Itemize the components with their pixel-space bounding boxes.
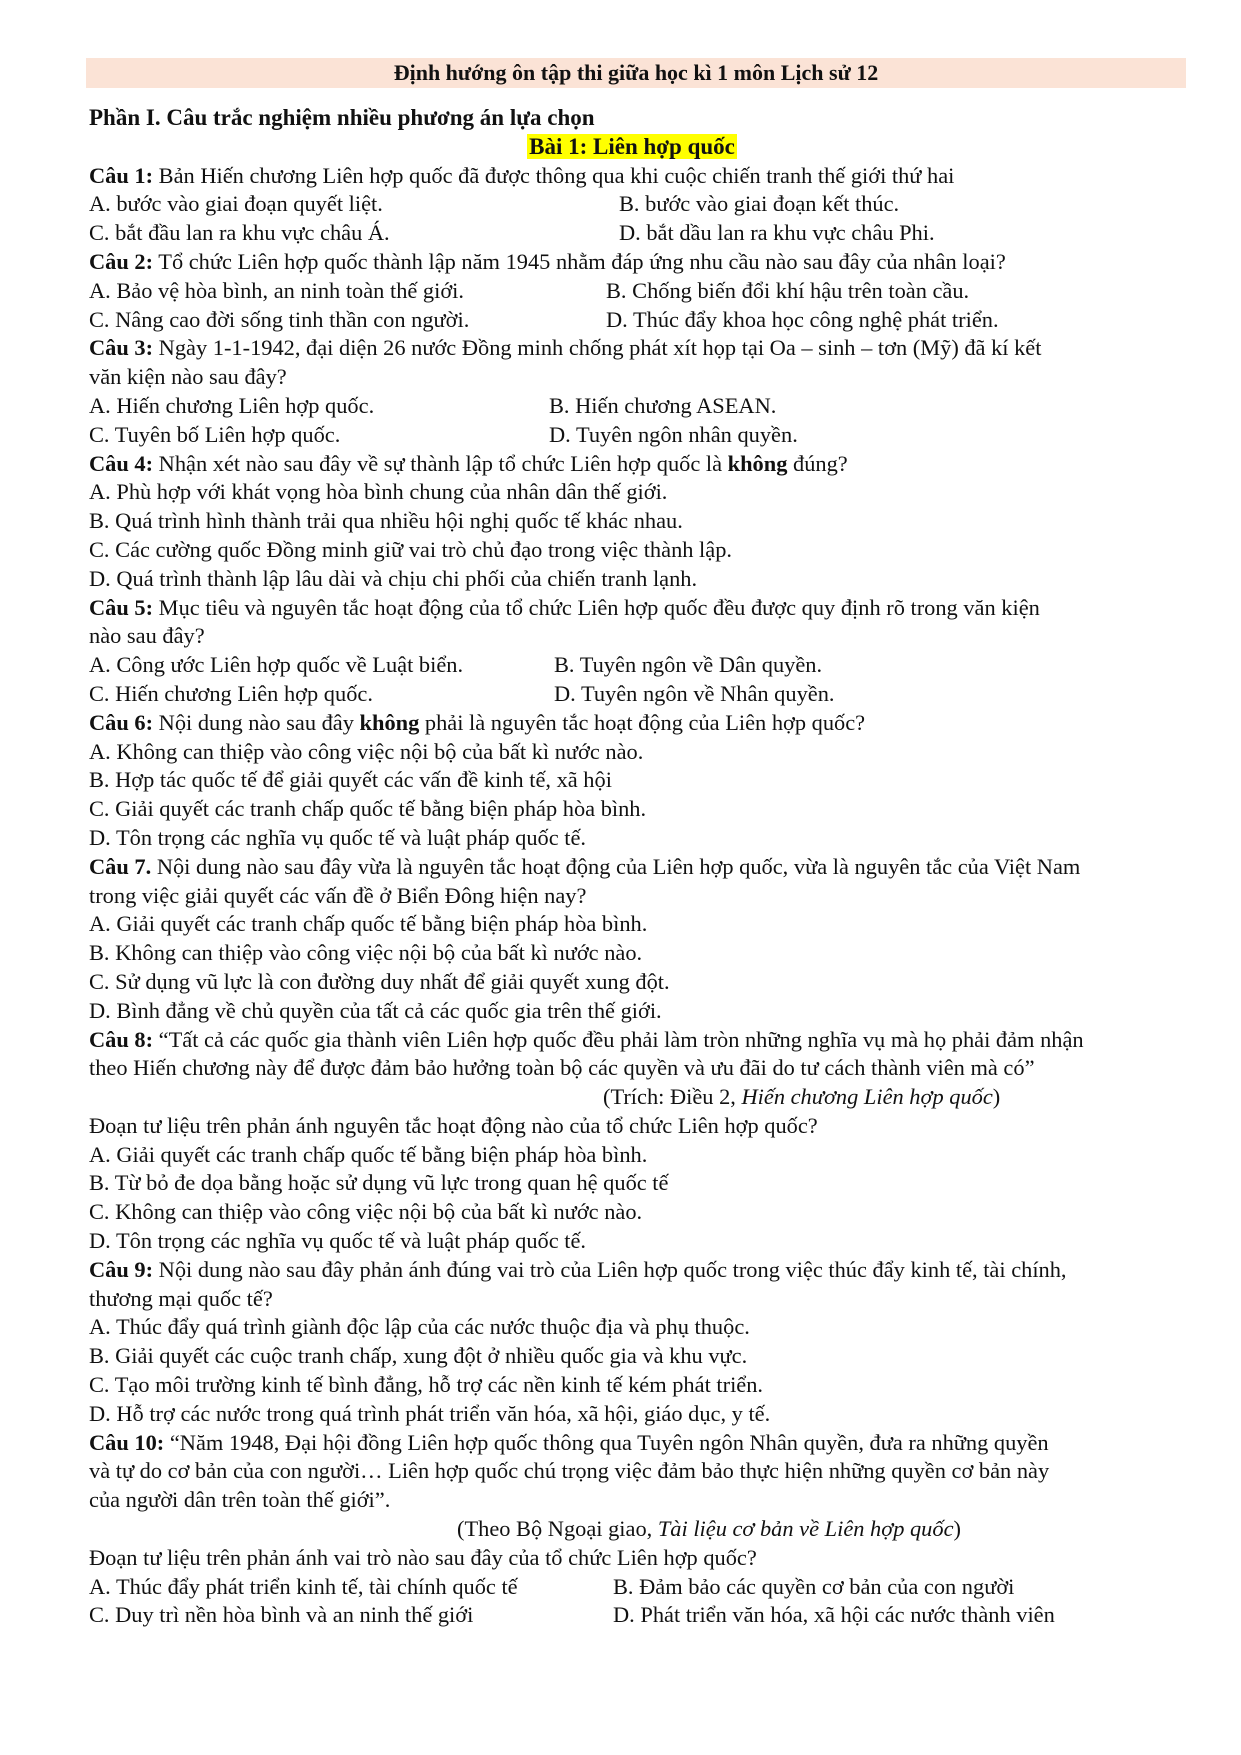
option-b: B. Hợp tác quốc tế để giải quyết các vấn đề kinh tế, xã hội bbox=[89, 767, 612, 793]
lesson-heading: Bài 1: Liên hợp quốc bbox=[529, 133, 735, 159]
option-c: C. Duy trì nền hòa bình và an ninh thế giới bbox=[89, 1602, 474, 1628]
emphasis-not: không bbox=[359, 709, 420, 735]
source-suffix: ) bbox=[953, 1516, 961, 1542]
option-d: D. bắt dầu lan ra khu vực châu Phi. bbox=[619, 220, 935, 246]
option-a: A. Giải quyết các tranh chấp quốc tế bằng biện pháp hòa bình. bbox=[89, 911, 648, 937]
option-b: B. Không can thiệp vào công việc nội bộ của bất kì nước nào. bbox=[89, 940, 643, 966]
question-text: Nhận xét nào sau đây về sự thành lập tổ chức Liên hợp quốc là bbox=[153, 450, 728, 476]
question-text: “Tất cả các quốc gia thành viên Liên hợp quốc đều phải làm tròn những nghĩa vụ mà họ phải đảm nhận bbox=[153, 1026, 1084, 1052]
question-text: Mục tiêu và nguyên tắc hoạt động của tổ chức Liên hợp quốc đều được quy định rõ trong văn kiện bbox=[153, 594, 1040, 620]
question-text: “Năm 1948, Đại hội đồng Liên hợp quốc thông qua Tuyên ngôn Nhân quyền, đưa ra những quyền bbox=[164, 1429, 1049, 1455]
question-5-stem bbox=[89, 594, 1189, 623]
option-d: D. Hỗ trợ các nước trong quá trình phát triển văn hóa, xã hội, giáo dục, y tế. bbox=[89, 1400, 771, 1426]
question-label: Câu 3: bbox=[89, 335, 154, 361]
question-10-stem-continued: và tự do cơ bản của con người… Liên hợp quốc chú trọng việc đảm bảo thực hiện những quyền cơ bản này bbox=[89, 1458, 1050, 1484]
option-b: B. bước vào giai đoạn kết thúc. bbox=[619, 191, 900, 217]
source-prefix: (Theo Bộ Ngoại giao, bbox=[457, 1516, 658, 1542]
question-2-stem bbox=[89, 248, 1189, 277]
question-label: Câu 8: bbox=[89, 1026, 154, 1052]
question-text: Nội dung nào sau đây phản ánh đúng vai trò của Liên hợp quốc trong việc thúc đẩy kinh tế, tài chính, bbox=[153, 1256, 1067, 1282]
question-9-stem bbox=[89, 1256, 1189, 1285]
question-3-stem-continued: văn kiện nào sau đây? bbox=[89, 364, 287, 390]
question-label: Câu 10: bbox=[89, 1429, 165, 1455]
option-d: D. Tuyên ngôn về Nhân quyền. bbox=[554, 680, 835, 706]
question-3-options-row-2 bbox=[89, 421, 1189, 450]
option-a: A. Công ước Liên hợp quốc về Luật biển. bbox=[89, 652, 464, 678]
question-text-end: phải là nguyên tắc hoạt động của Liên hợp quốc? bbox=[419, 709, 866, 735]
option-d: D. Tuyên ngôn nhân quyền. bbox=[549, 421, 798, 447]
question-5-options-row-1 bbox=[89, 651, 1189, 680]
question-text: Nội dung nào sau đây bbox=[153, 709, 360, 735]
question-label: Câu 2: bbox=[89, 248, 154, 274]
option-c: C. Giải quyết các tranh chấp quốc tế bằng biện pháp hòa bình. bbox=[89, 796, 647, 822]
option-d: D. Thúc đẩy khoa học công nghệ phát triển. bbox=[606, 306, 999, 332]
document-title-bar bbox=[86, 58, 1186, 88]
option-d: D. Phát triển văn hóa, xã hội các nước thành viên bbox=[613, 1602, 1055, 1628]
option-a: A. Thúc đẩy quá trình giành độc lập của các nước thuộc địa và phụ thuộc. bbox=[89, 1314, 750, 1340]
question-10-options-row-2 bbox=[89, 1601, 1189, 1630]
question-8-prompt: Đoạn tư liệu trên phản ánh nguyên tắc hoạt động nào của tổ chức Liên hợp quốc? bbox=[89, 1112, 818, 1138]
question-10-stem-continued-2: của người dân trên toàn thế giới”. bbox=[89, 1487, 391, 1513]
question-1-options-row-2 bbox=[89, 219, 1189, 248]
question-1-stem bbox=[89, 162, 1189, 191]
option-b: B. Quá trình hình thành trải qua nhiều hội nghị quốc tế khác nhau. bbox=[89, 508, 683, 534]
question-7-stem bbox=[89, 853, 1189, 882]
option-c: C. Sử dụng vũ lực là con đường duy nhất để giải quyết xung đột. bbox=[89, 968, 670, 994]
source-title: Hiến chương Liên hợp quốc bbox=[741, 1084, 993, 1110]
source-title: Tài liệu cơ bản về Liên hợp quốc bbox=[657, 1516, 954, 1542]
question-8-stem bbox=[89, 1026, 1189, 1055]
question-2-options-row-1 bbox=[89, 277, 1189, 306]
option-d: D. Bình đẳng về chủ quyền của tất cả các quốc gia trên thế giới. bbox=[89, 997, 662, 1023]
emphasis-not: không bbox=[727, 450, 788, 476]
option-a: A. Giải quyết các tranh chấp quốc tế bằng biện pháp hòa bình. bbox=[89, 1141, 648, 1167]
question-text: Nội dung nào sau đây vừa là nguyên tắc hoạt động của Liên hợp quốc, vừa là nguyên tắc của Việt Nam bbox=[151, 853, 1081, 879]
question-label: Câu 6: bbox=[89, 709, 154, 735]
document-content bbox=[89, 104, 1189, 1630]
option-b: B. Chống biến đổi khí hậu trên toàn cầu. bbox=[606, 277, 970, 303]
option-c: C. Tuyên bố Liên hợp quốc. bbox=[89, 421, 341, 447]
question-3-options-row-1 bbox=[89, 392, 1189, 421]
question-10-prompt: Đoạn tư liệu trên phản ánh vai trò nào sau đây của tổ chức Liên hợp quốc? bbox=[89, 1544, 757, 1570]
question-1-options-row-1 bbox=[89, 190, 1189, 219]
source-prefix: (Trích: Điều 2, bbox=[603, 1084, 742, 1110]
option-c: C. Tạo môi trường kinh tế bình đẳng, hỗ trợ các nền kinh tế kém phát triển. bbox=[89, 1372, 764, 1398]
question-text: Ngày 1-1-1942, đại diện 26 nước Đồng minh chống phát xít họp tại Oa – sinh – tơn (Mỹ) đã kí kết bbox=[153, 335, 1042, 361]
option-d: D. Quá trình thành lập lâu dài và chịu chi phối của chiến tranh lạnh. bbox=[89, 565, 698, 591]
question-label: Câu 9: bbox=[89, 1256, 154, 1282]
option-a: A. Hiến chương Liên hợp quốc. bbox=[89, 392, 375, 418]
question-5-options-row-2 bbox=[89, 680, 1189, 709]
question-5-stem-continued: nào sau đây? bbox=[89, 623, 205, 649]
question-9-stem-continued: thương mại quốc tế? bbox=[89, 1285, 273, 1311]
option-c: C. bắt đầu lan ra khu vực châu Á. bbox=[89, 220, 390, 246]
option-c: C. Nâng cao đời sống tinh thần con người. bbox=[89, 306, 470, 332]
option-b: B. Đảm bảo các quyền cơ bản của con người bbox=[613, 1573, 1015, 1599]
option-c: C. Không can thiệp vào công việc nội bộ của bất kì nước nào. bbox=[89, 1199, 643, 1225]
question-label: Câu 7. bbox=[89, 853, 152, 879]
option-b: B. Tuyên ngôn về Dân quyền. bbox=[554, 652, 823, 678]
question-6-stem bbox=[89, 709, 1189, 738]
lesson-heading-line bbox=[89, 133, 1189, 162]
option-c: C. Các cường quốc Đồng minh giữ vai trò chủ đạo trong việc thành lập. bbox=[89, 536, 733, 562]
question-4-stem bbox=[89, 450, 1189, 479]
option-a: A. Thúc đẩy phát triển kinh tế, tài chính quốc tế bbox=[89, 1573, 518, 1599]
option-b: B. Giải quyết các cuộc tranh chấp, xung đột ở nhiều quốc gia và khu vực. bbox=[89, 1343, 748, 1369]
option-c: C. Hiến chương Liên hợp quốc. bbox=[89, 680, 373, 706]
question-text-end: đúng? bbox=[787, 450, 848, 476]
question-8-source bbox=[89, 1083, 1189, 1112]
option-a: A. bước vào giai đoạn quyết liệt. bbox=[89, 191, 383, 217]
option-b: B. Hiến chương ASEAN. bbox=[549, 392, 777, 418]
option-a: A. Bảo vệ hòa bình, an ninh toàn thế giới. bbox=[89, 277, 464, 303]
question-10-stem bbox=[89, 1429, 1189, 1458]
question-3-stem bbox=[89, 334, 1189, 363]
question-label: Câu 5: bbox=[89, 594, 154, 620]
question-10-source bbox=[89, 1515, 1189, 1544]
question-2-options-row-2 bbox=[89, 306, 1189, 335]
question-8-stem-continued: theo Hiến chương này để được đảm bảo hưởng toàn bộ các quyền và ưu đãi do tư cách thành viên mà có” bbox=[89, 1055, 1035, 1081]
option-a: A. Không can thiệp vào công việc nội bộ của bất kì nước nào. bbox=[89, 738, 644, 764]
option-b: B. Từ bỏ đe dọa bằng hoặc sử dụng vũ lực trong quan hệ quốc tế bbox=[89, 1170, 669, 1196]
question-10-options-row-1 bbox=[89, 1573, 1189, 1602]
question-label: Câu 1: bbox=[89, 162, 154, 188]
option-d: D. Tôn trọng các nghĩa vụ quốc tế và luật pháp quốc tế. bbox=[89, 824, 587, 850]
option-a: A. Phù hợp với khát vọng hòa bình chung của nhân dân thế giới. bbox=[89, 479, 668, 505]
question-label: Câu 4: bbox=[89, 450, 154, 476]
part-heading: Phần I. Câu trắc nghiệm nhiều phương án lựa chọn bbox=[89, 105, 595, 130]
question-text: Bản Hiến chương Liên hợp quốc đã được thông qua khi cuộc chiến tranh thế giới thứ hai bbox=[153, 162, 955, 188]
document-title: Định hướng ôn tập thi giữa học kì 1 môn Lịch sử 12 bbox=[393, 60, 879, 85]
source-suffix: ) bbox=[992, 1084, 1001, 1110]
option-d: D. Tôn trọng các nghĩa vụ quốc tế và luật pháp quốc tế. bbox=[89, 1228, 587, 1254]
question-7-stem-continued: trong việc giải quyết các vấn đề ở Biển Đông hiện nay? bbox=[89, 882, 587, 908]
question-text: Tổ chức Liên hợp quốc thành lập năm 1945 nhằm đáp ứng nhu cầu nào sau đây của nhân loại? bbox=[153, 248, 1006, 274]
